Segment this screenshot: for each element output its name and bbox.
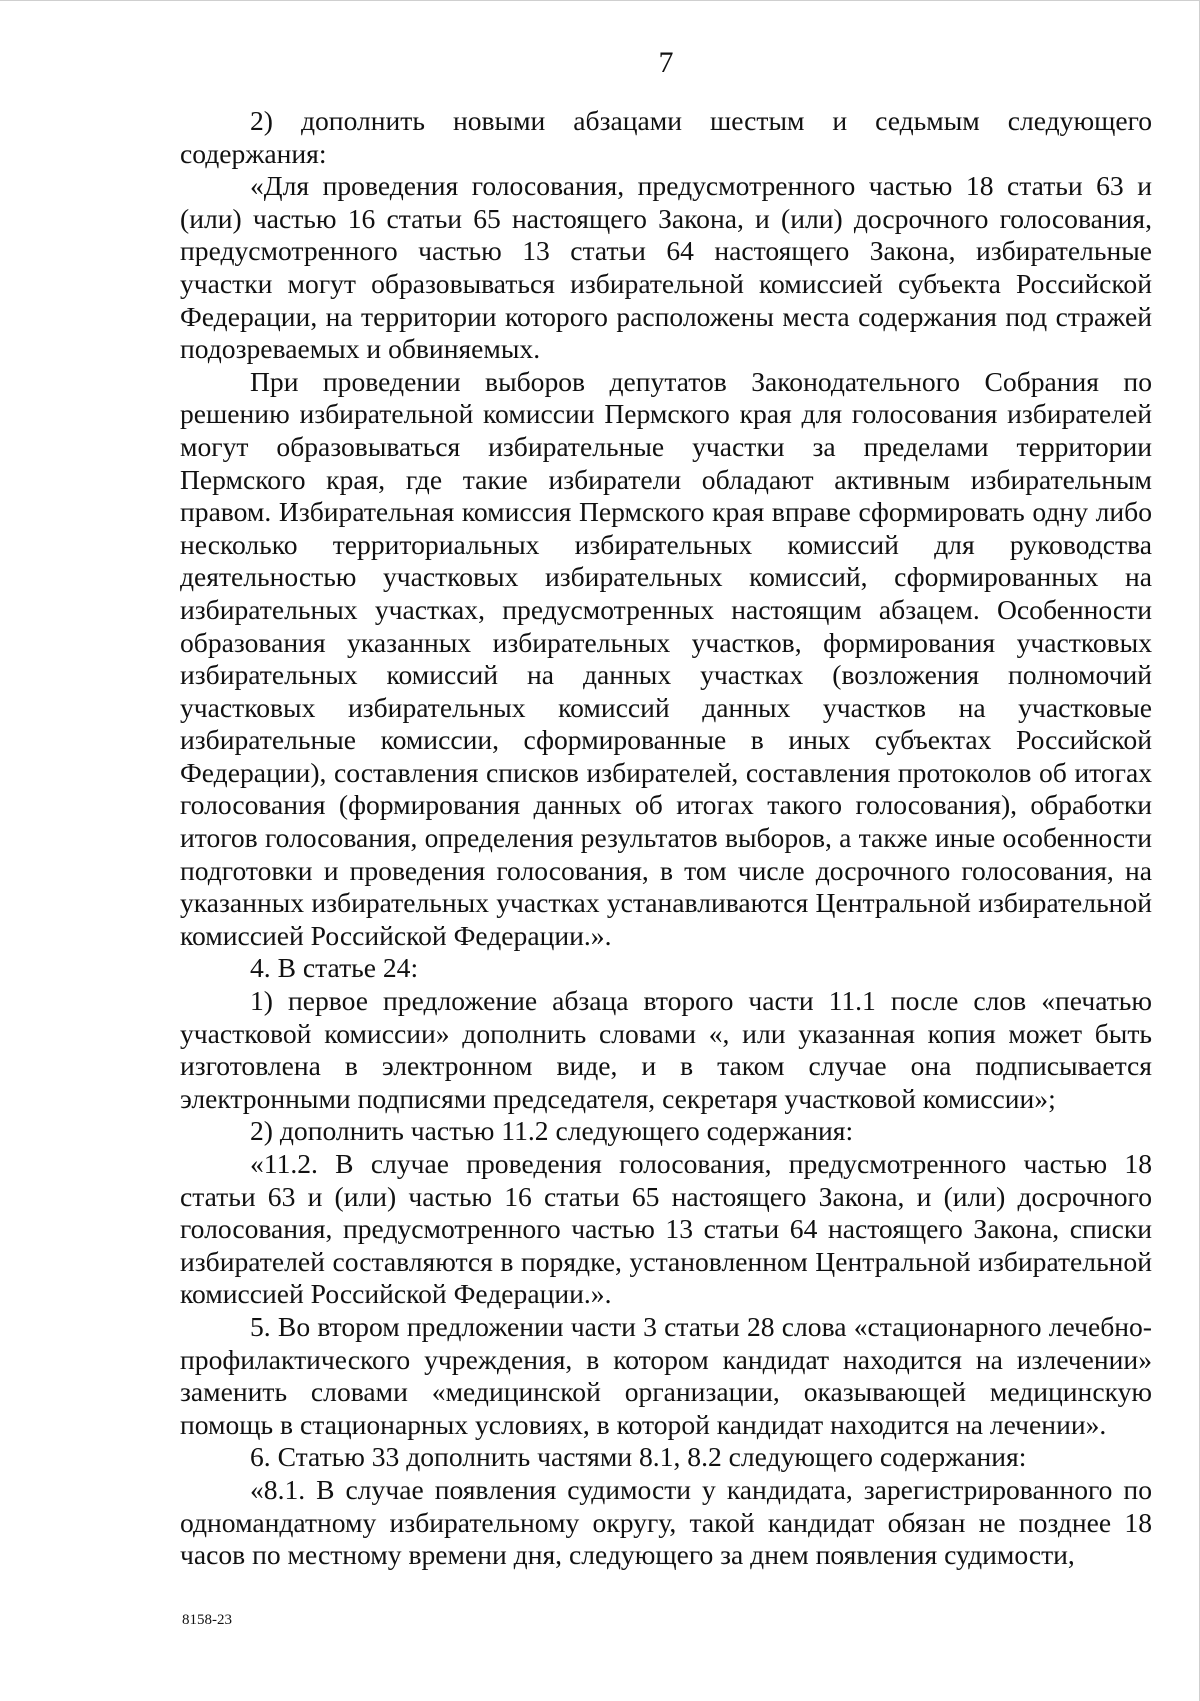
paragraph-article-24-heading: 4. В статье 24: bbox=[250, 952, 419, 984]
paragraph-amendment-2: 2) дополнить новыми абзацами шестым и седьмым следующего содержания: bbox=[180, 105, 1152, 169]
paragraph-elections-outside-region: При проведении выборов депутатов Законодательного Собрания по решению избирательной комиссии Пермского края для голосования избирателей могут образовываться избирательные участки за пределами территории Пермского края, где такие избиратели обладают активным избирательным правом. Избирательная комиссия Пермского края вправе сформировать одну либо несколько территориальных избирательных комиссий для руководства деятельностью участковых избирательных комиссий, сформированных на избирательных участках, предусмотренных настоящим абзацем. Особенности образования указанных избирательных участков, формирования участковых избирательных комиссий на данных участках (возложения полномочий участковых избирательных комиссий данных участков на участковые избирательные комиссии, сформированные в иных субъектах Российской Федерации), составления списков избирателей, составления протоколов об итогах голосования (формирования данных об итогах такого голосования), обработки итогов голосования, определения результатов выборов, а также иные особенности подготовки и проведения голосования, в том числе досрочного голосования, на указанных избирательных участках устанавливаются Центральной избирательной комиссией Российской Федерации.». bbox=[180, 365, 1152, 951]
paragraph-article-24-item-2: 2) дополнить частью 11.2 следующего содержания: bbox=[250, 1115, 854, 1147]
paragraph-part-11-2: «11.2. В случае проведения голосования, предусмотренного частью 18 статьи 63 и (или) частью 16 статьи 65 настоящего Закона, и (или) досрочного голосования, предусмотренного частью 13 статьи 64 настоящего Закона, списки избирателей составляются в порядке, установленном Центральной избирательной комиссией Российской Федерации.». bbox=[180, 1148, 1152, 1310]
page-number: 7 bbox=[658, 46, 674, 79]
document-body bbox=[180, 105, 1152, 1572]
paragraph-article-28-amendment: 5. Во втором предложении части 3 статьи 28 слова «стационарного лечебно-профилактического учреждения, в котором кандидат находится на излечении» заменить словами «медицинской организации, оказывающей медицинскую помощь в стационарных условиях, в которой кандидат находится на лечении». bbox=[180, 1310, 1152, 1440]
document-code: 8158-23 bbox=[182, 1612, 232, 1628]
paragraph-part-8-1: «8.1. В случае появления судимости у кандидата, зарегистрированного по одномандатному избирательному округу, такой кандидат обязан не позднее 18 часов по местному времени дня, следующего за днем появления судимости, bbox=[180, 1473, 1152, 1571]
paragraph-voting-precincts: «Для проведения голосования, предусмотренного частью 18 статьи 63 и (или) частью 16 статьи 65 настоящего Закона, и (или) досрочного голосования, предусмотренного частью 13 статьи 64 настоящего Закона, избирательные участки могут образовываться избирательной комиссией субъекта Российской Федерации, на территории которого расположены места содержания под стражей подозреваемых и обвиняемых. bbox=[180, 170, 1152, 365]
paragraph-article-33-heading: 6. Статью 33 дополнить частями 8.1, 8.2 следующего содержания: bbox=[250, 1441, 1027, 1473]
paragraph-article-24-item-1: 1) первое предложение абзаца второго части 11.1 после слов «печатью участковой комиссии» дополнить словами «, или указанная копия может быть изготовлена в электронном виде, и в таком случае она подписывается электронными подписями председателя, секретаря участковой комиссии»; bbox=[180, 985, 1152, 1114]
